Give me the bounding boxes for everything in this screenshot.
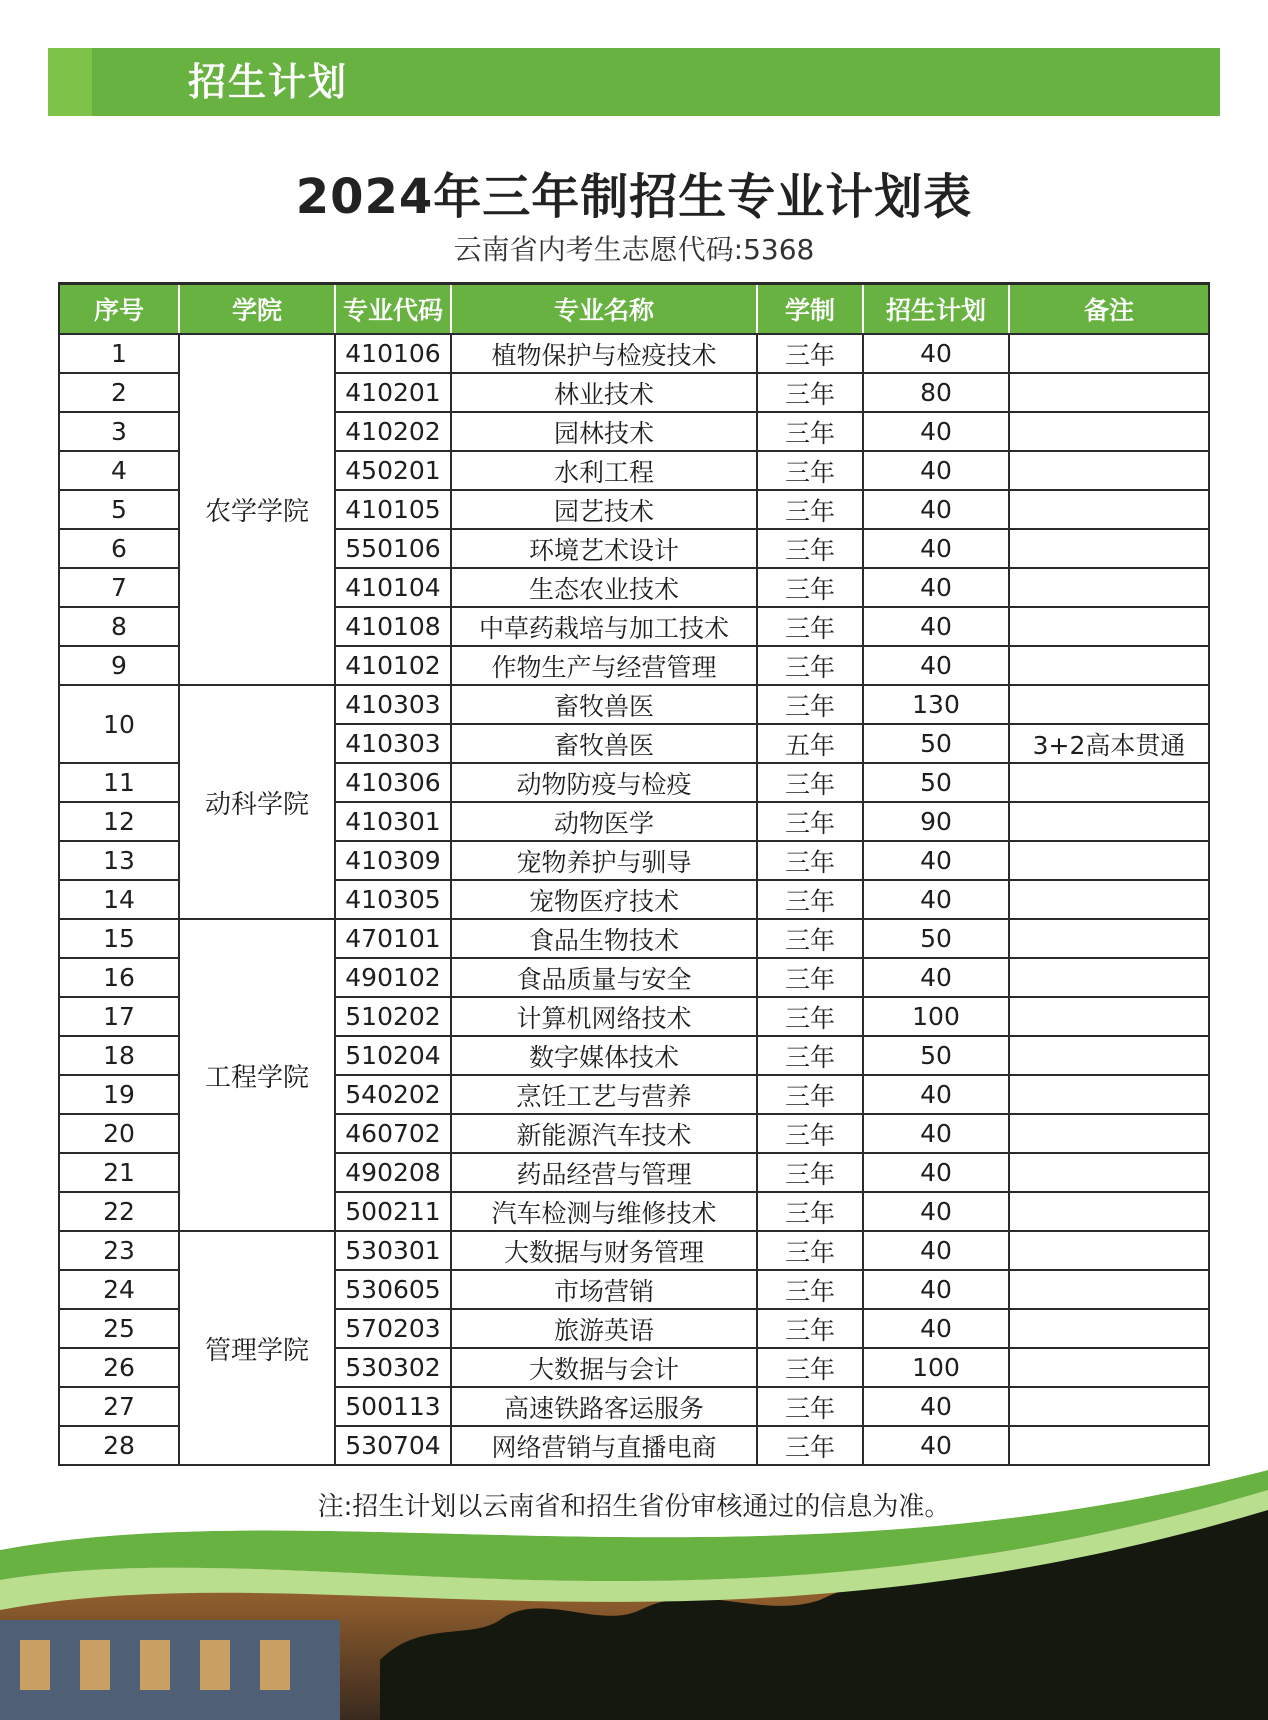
code-cell: 500113 [335, 1387, 451, 1426]
footnote: 注:招生计划以云南省和招生省份审核通过的信息为准。 [317, 1492, 951, 1522]
duration-cell: 三年 [757, 1387, 863, 1426]
note-cell [1009, 958, 1209, 997]
duration-cell: 三年 [757, 373, 863, 412]
duration-cell: 三年 [757, 1075, 863, 1114]
code-cell: 500211 [335, 1192, 451, 1231]
plan-cell: 40 [863, 1192, 1009, 1231]
code-cell: 410106 [335, 334, 451, 373]
code-cell: 530301 [335, 1231, 451, 1270]
duration-cell: 三年 [757, 334, 863, 373]
seq-cell: 23 [59, 1231, 179, 1270]
note-cell [1009, 1348, 1209, 1387]
code-cell: 410305 [335, 880, 451, 919]
seq-cell: 20 [59, 1114, 179, 1153]
note-cell [1009, 646, 1209, 685]
duration-cell: 五年 [757, 724, 863, 763]
header-cell: 专业名称 [451, 284, 757, 335]
duration-cell: 三年 [757, 958, 863, 997]
seq-cell: 28 [59, 1426, 179, 1465]
plan-cell: 50 [863, 919, 1009, 958]
note-cell [1009, 1036, 1209, 1075]
seq-cell: 4 [59, 451, 179, 490]
major-name-cell: 宠物养护与驯导 [451, 841, 757, 880]
seq-cell: 13 [59, 841, 179, 880]
code-cell: 550106 [335, 529, 451, 568]
duration-cell: 三年 [757, 1036, 863, 1075]
seq-cell: 22 [59, 1192, 179, 1231]
header-cell: 招生计划 [863, 284, 1009, 335]
table-row [59, 334, 1209, 373]
college-cell: 农学学院 [179, 334, 335, 685]
seq-cell: 5 [59, 490, 179, 529]
major-name-cell: 烹饪工艺与营养 [451, 1075, 757, 1114]
plan-cell: 40 [863, 1270, 1009, 1309]
code-cell: 410105 [335, 490, 451, 529]
duration-cell: 三年 [757, 529, 863, 568]
major-name-cell: 环境艺术设计 [451, 529, 757, 568]
plan-cell: 40 [863, 529, 1009, 568]
code-cell: 410201 [335, 373, 451, 412]
code-cell: 530302 [335, 1348, 451, 1387]
plan-cell: 40 [863, 607, 1009, 646]
plan-cell: 40 [863, 334, 1009, 373]
note-cell [1009, 568, 1209, 607]
note-cell [1009, 841, 1209, 880]
note-cell [1009, 373, 1209, 412]
seq-cell: 21 [59, 1153, 179, 1192]
plan-cell: 40 [863, 1231, 1009, 1270]
plan-cell: 50 [863, 724, 1009, 763]
seq-cell: 6 [59, 529, 179, 568]
note-cell [1009, 1153, 1209, 1192]
major-name-cell: 计算机网络技术 [451, 997, 757, 1036]
page-subtitle: 云南省内考生志愿代码:5368 [453, 233, 815, 266]
note-cell [1009, 1270, 1209, 1309]
note-cell [1009, 1426, 1209, 1465]
note-cell [1009, 334, 1209, 373]
major-name-cell: 动物医学 [451, 802, 757, 841]
seq-cell: 10 [59, 685, 179, 763]
major-name-cell: 中草药栽培与加工技术 [451, 607, 757, 646]
plan-cell: 40 [863, 1309, 1009, 1348]
note-cell [1009, 529, 1209, 568]
major-name-cell: 畜牧兽医 [451, 685, 757, 724]
code-cell: 460702 [335, 1114, 451, 1153]
duration-cell: 三年 [757, 1114, 863, 1153]
duration-cell: 三年 [757, 646, 863, 685]
duration-cell: 三年 [757, 1153, 863, 1192]
seq-cell: 15 [59, 919, 179, 958]
seq-cell: 14 [59, 880, 179, 919]
seq-cell: 19 [59, 1075, 179, 1114]
major-name-cell: 大数据与财务管理 [451, 1231, 757, 1270]
duration-cell: 三年 [757, 607, 863, 646]
major-name-cell: 林业技术 [451, 373, 757, 412]
note-cell [1009, 1231, 1209, 1270]
duration-cell: 三年 [757, 802, 863, 841]
seq-cell: 26 [59, 1348, 179, 1387]
plan-cell: 40 [863, 880, 1009, 919]
major-name-cell: 高速铁路客运服务 [451, 1387, 757, 1426]
major-name-cell: 宠物医疗技术 [451, 880, 757, 919]
section-banner [48, 48, 1220, 116]
code-cell: 410108 [335, 607, 451, 646]
duration-cell: 三年 [757, 685, 863, 724]
major-name-cell: 畜牧兽医 [451, 724, 757, 763]
note-cell [1009, 1387, 1209, 1426]
duration-cell: 三年 [757, 919, 863, 958]
code-cell: 410301 [335, 802, 451, 841]
duration-cell: 三年 [757, 412, 863, 451]
code-cell: 410102 [335, 646, 451, 685]
table-header-row [59, 284, 1209, 335]
header-cell: 备注 [1009, 284, 1209, 335]
major-name-cell: 市场营销 [451, 1270, 757, 1309]
major-name-cell: 动物防疫与检疫 [451, 763, 757, 802]
seq-cell: 2 [59, 373, 179, 412]
duration-cell: 三年 [757, 490, 863, 529]
major-name-cell: 食品质量与安全 [451, 958, 757, 997]
seq-cell: 27 [59, 1387, 179, 1426]
note-cell [1009, 880, 1209, 919]
college-cell: 工程学院 [179, 919, 335, 1231]
note-cell [1009, 607, 1209, 646]
plan-cell: 40 [863, 568, 1009, 607]
major-name-cell: 大数据与会计 [451, 1348, 757, 1387]
plan-cell: 100 [863, 1348, 1009, 1387]
duration-cell: 三年 [757, 880, 863, 919]
header-cell: 学院 [179, 284, 335, 335]
major-name-cell: 园林技术 [451, 412, 757, 451]
plan-cell: 40 [863, 1075, 1009, 1114]
duration-cell: 三年 [757, 997, 863, 1036]
note-cell [1009, 451, 1209, 490]
code-cell: 490102 [335, 958, 451, 997]
note-cell [1009, 1075, 1209, 1114]
seq-cell: 16 [59, 958, 179, 997]
seq-cell: 12 [59, 802, 179, 841]
header-cell: 学制 [757, 284, 863, 335]
major-name-cell: 作物生产与经营管理 [451, 646, 757, 685]
seq-cell: 7 [59, 568, 179, 607]
plan-cell: 90 [863, 802, 1009, 841]
major-name-cell: 水利工程 [451, 451, 757, 490]
banner-title: 招生计划 [188, 60, 349, 104]
note-cell: 3+2高本贯通 [1009, 724, 1209, 763]
note-cell [1009, 1309, 1209, 1348]
major-name-cell: 网络营销与直播电商 [451, 1426, 757, 1465]
plan-cell: 80 [863, 373, 1009, 412]
major-name-cell: 食品生物技术 [451, 919, 757, 958]
major-name-cell: 生态农业技术 [451, 568, 757, 607]
duration-cell: 三年 [757, 1348, 863, 1387]
code-cell: 530605 [335, 1270, 451, 1309]
note-cell [1009, 1192, 1209, 1231]
code-cell: 450201 [335, 451, 451, 490]
duration-cell: 三年 [757, 451, 863, 490]
note-cell [1009, 763, 1209, 802]
table-row [59, 919, 1209, 958]
header-cell: 序号 [59, 284, 179, 335]
code-cell: 410303 [335, 724, 451, 763]
note-cell [1009, 919, 1209, 958]
note-cell [1009, 802, 1209, 841]
seq-cell: 17 [59, 997, 179, 1036]
duration-cell: 三年 [757, 1309, 863, 1348]
plan-cell: 40 [863, 646, 1009, 685]
major-name-cell: 旅游英语 [451, 1309, 757, 1348]
seq-cell: 3 [59, 412, 179, 451]
code-cell: 530704 [335, 1426, 451, 1465]
duration-cell: 三年 [757, 1231, 863, 1270]
seq-cell: 24 [59, 1270, 179, 1309]
code-cell: 490208 [335, 1153, 451, 1192]
plan-cell: 50 [863, 1036, 1009, 1075]
duration-cell: 三年 [757, 1426, 863, 1465]
note-cell [1009, 412, 1209, 451]
table-row [59, 1231, 1209, 1270]
plan-cell: 40 [863, 958, 1009, 997]
plan-cell: 40 [863, 451, 1009, 490]
code-cell: 510204 [335, 1036, 451, 1075]
seq-cell: 18 [59, 1036, 179, 1075]
note-cell [1009, 1114, 1209, 1153]
header-cell: 专业代码 [335, 284, 451, 335]
plan-cell: 40 [863, 1426, 1009, 1465]
plan-cell: 40 [863, 490, 1009, 529]
plan-cell: 40 [863, 1153, 1009, 1192]
code-cell: 540202 [335, 1075, 451, 1114]
duration-cell: 三年 [757, 841, 863, 880]
plan-cell: 50 [863, 763, 1009, 802]
plan-cell: 40 [863, 1387, 1009, 1426]
plan-cell: 40 [863, 1114, 1009, 1153]
duration-cell: 三年 [757, 1192, 863, 1231]
enrollment-plan-table [58, 282, 1210, 1466]
plan-cell: 100 [863, 997, 1009, 1036]
major-name-cell: 汽车检测与维修技术 [451, 1192, 757, 1231]
major-name-cell: 园艺技术 [451, 490, 757, 529]
code-cell: 410309 [335, 841, 451, 880]
page-title: 2024年三年制招生专业计划表 [295, 169, 973, 225]
major-name-cell: 新能源汽车技术 [451, 1114, 757, 1153]
major-name-cell: 数字媒体技术 [451, 1036, 757, 1075]
duration-cell: 三年 [757, 1270, 863, 1309]
plan-cell: 40 [863, 412, 1009, 451]
table-row [59, 685, 1209, 724]
code-cell: 470101 [335, 919, 451, 958]
code-cell: 410202 [335, 412, 451, 451]
seq-cell: 8 [59, 607, 179, 646]
college-cell: 管理学院 [179, 1231, 335, 1465]
seq-cell: 11 [59, 763, 179, 802]
seq-cell: 25 [59, 1309, 179, 1348]
code-cell: 570203 [335, 1309, 451, 1348]
code-cell: 410306 [335, 763, 451, 802]
major-name-cell: 药品经营与管理 [451, 1153, 757, 1192]
note-cell [1009, 490, 1209, 529]
note-cell [1009, 997, 1209, 1036]
major-name-cell: 植物保护与检疫技术 [451, 334, 757, 373]
seq-cell: 1 [59, 334, 179, 373]
code-cell: 410104 [335, 568, 451, 607]
seq-cell: 9 [59, 646, 179, 685]
code-cell: 510202 [335, 997, 451, 1036]
code-cell: 410303 [335, 685, 451, 724]
note-cell [1009, 685, 1209, 724]
duration-cell: 三年 [757, 568, 863, 607]
college-cell: 动科学院 [179, 685, 335, 919]
duration-cell: 三年 [757, 763, 863, 802]
plan-cell: 130 [863, 685, 1009, 724]
plan-cell: 40 [863, 841, 1009, 880]
